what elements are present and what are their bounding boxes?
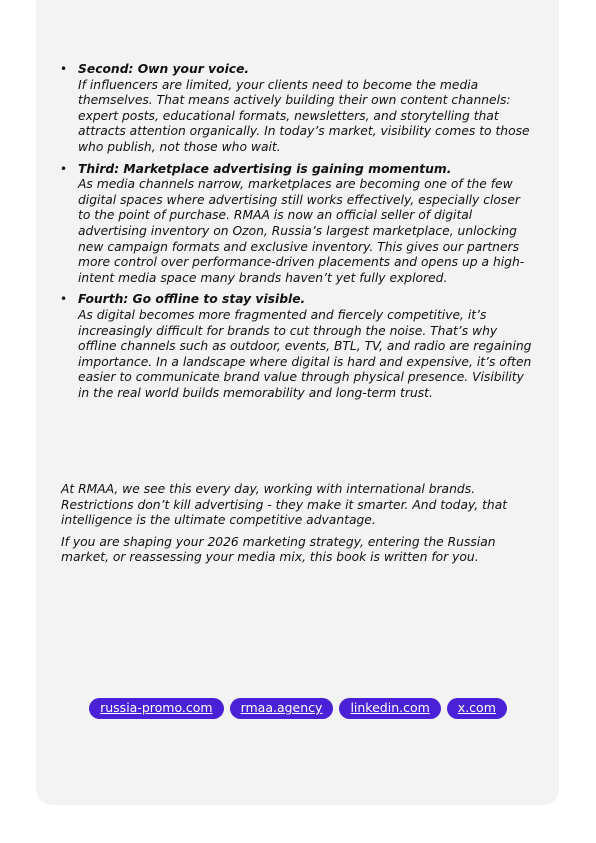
key-points-list xyxy=(60,62,532,407)
closing-text xyxy=(61,482,533,572)
link-x[interactable]: x.com xyxy=(447,698,507,719)
link-linkedin[interactable]: linkedin.com xyxy=(339,698,440,719)
closing-paragraph-cta: If you are shaping your 2026 marketing strategy, entering the Russian market, or reassessing your media mix, this book is written for you. xyxy=(61,534,496,565)
list-item-own-voice xyxy=(60,62,532,156)
bullet-marker: • xyxy=(60,292,68,307)
list-item-title: Third: Marketplace advertising is gaining momentum. xyxy=(78,161,452,176)
link-russia-promo[interactable]: russia-promo.com xyxy=(89,698,223,719)
bullet-marker: • xyxy=(60,62,68,76)
list-item-text: As media channels narrow, marketplaces are becoming one of the few digital spaces where advertising still works effectively, especially closer to the point of purchase. RMAA is now an official seller of digital advertising inventory on Ozon, Russia’s largest marketplace, unlocking new campaign formats and exclusive inventory. This gives our partners more control over performance-driven placements and opens up a high-intent media space many brands haven’t yet fully explored. xyxy=(78,177,525,285)
link-rmaa-agency[interactable]: rmaa.agency xyxy=(230,698,334,719)
list-item-text: As digital becomes more fragmented and fiercely competitive, it’s increasingly difficult for brands to cut through the noise. That’s why offline channels such as outdoor, events, BTL, TV, and radio are regaining importance. In a landscape where digital is hard and expensive, it’s often easier to communicate brand value through physical presence. Visibility in the real world builds memorability and long-term trust. xyxy=(78,307,532,400)
list-item-text: If influencers are limited, your clients need to become the media themselves. That means actively building their own content channels: expert posts, educational formats, newsletters, and storytelling that attracts attention organically. In today’s market, visibility comes to those who publish, not those who wait. xyxy=(78,77,530,154)
bullet-marker: • xyxy=(60,161,68,176)
list-item-offline xyxy=(60,292,532,401)
list-item-title: Second: Own your voice. xyxy=(78,62,250,76)
link-bar xyxy=(0,698,596,719)
list-item-title: Fourth: Go offline to stay visible. xyxy=(78,292,306,307)
closing-paragraph-rmaa: At RMAA, we see this every day, working with international brands. Restrictions don’t kill advertising - they make it smarter. And today, that intelligence is the ultimate competitive advantage. xyxy=(61,482,508,528)
list-item-marketplace xyxy=(60,162,532,287)
